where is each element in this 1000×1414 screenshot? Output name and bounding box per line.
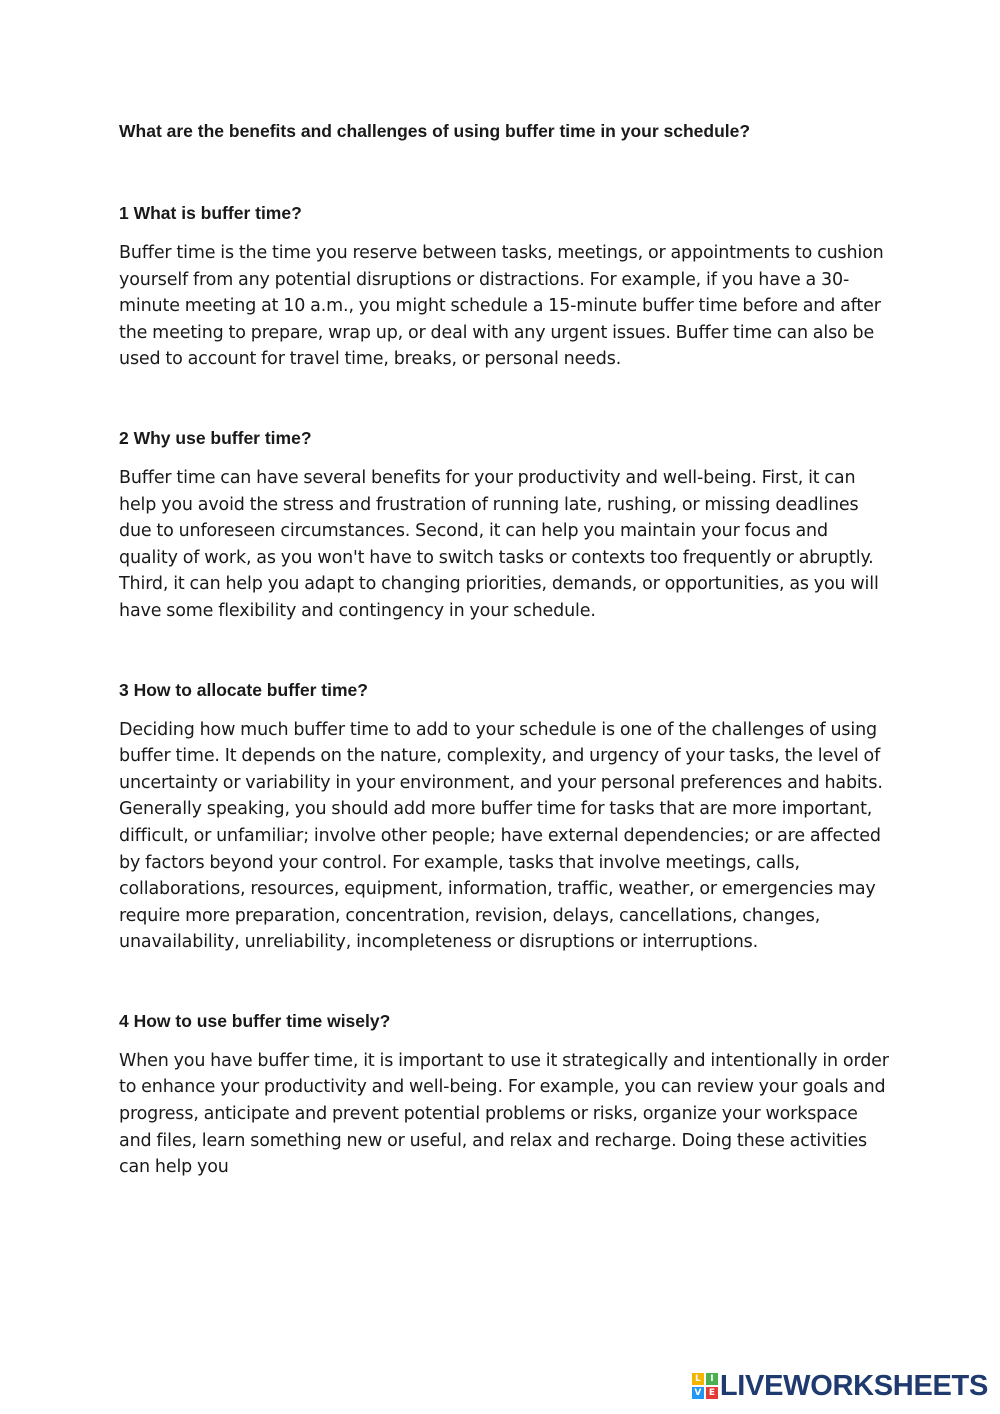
liveworksheets-logo <box>692 1368 988 1404</box>
section-heading: 3 How to allocate buffer time? <box>119 679 368 700</box>
logo-block-i: I <box>706 1373 718 1385</box>
section-how-to-use-buffer-time-wisely <box>119 1008 889 1181</box>
section-heading: 2 Why use buffer time? <box>119 427 312 448</box>
section-what-is-buffer-time <box>119 200 889 373</box>
section-heading: 1 What is buffer time? <box>119 203 302 223</box>
section-why-use-buffer-time <box>119 425 889 625</box>
logo-block-e: E <box>706 1387 718 1399</box>
section-body: Deciding how much buffer time to add to your schedule is one of the challenges of using buffer time. It depends on the nature, complexity, and urgency of your tasks, the level of uncertainty or variability in your environment, and your personal preferences and habits. Generally speaking, you should add more buffer time for tasks that are more important, difficult, or unfamiliar; involve other people; have external dependencies; or are affected by factors beyond your control. For example, tasks that involve meetings, calls, collaborations, resources, equipment, information, traffic, weather, or emergencies may require more preparation, concentration, revision, delays, cancellations, changes, unavailability, unreliability, incompleteness or disruptions or interruptions. <box>119 719 883 953</box>
document-page <box>119 118 889 1181</box>
logo-block-v: V <box>692 1387 704 1399</box>
section-body: Buffer time can have several benefits for your productivity and well-being. First, it can help you avoid the stress and frustration of running late, rushing, or missing deadlines due to unforeseen circumstances. Second, it can help you maintain your focus and quality of work, as you won't have to switch tasks or contexts too frequently or abruptly. Third, it can help you adapt to changing priorities, demands, or opportunities, as you will have some flexibility and contingency in your schedule. <box>119 467 879 621</box>
section-body: When you have buffer time, it is important to use it strategically and intentionally in order to enhance your productivity and well-being. For example, you can review your goals and progress, anticipate and prevent potential problems or risks, organize your workspace and files, learn something new or useful, and relax and recharge. Doing these activities can help you <box>119 1050 889 1178</box>
section-how-to-allocate-buffer-time <box>119 677 889 956</box>
logo-text: LIVEWORKSHEETS <box>719 1370 988 1402</box>
document-title: What are the benefits and challenges of using buffer time in your schedule? <box>119 121 751 141</box>
logo-blocks-icon <box>692 1373 718 1399</box>
logo-block-l: L <box>692 1373 704 1385</box>
section-heading: 4 How to use buffer time wisely? <box>119 1010 391 1031</box>
section-body: Buffer time is the time you reserve between tasks, meetings, or appointments to cushion yourself from any potential disruptions or distractions. For example, if you have a 30-minute meeting at 10 a.m., you might schedule a 15-minute buffer time before and after the meeting to prepare, wrap up, or deal with any urgent issues. Buffer time can also be used to account for travel time, breaks, or personal needs. <box>119 243 884 370</box>
